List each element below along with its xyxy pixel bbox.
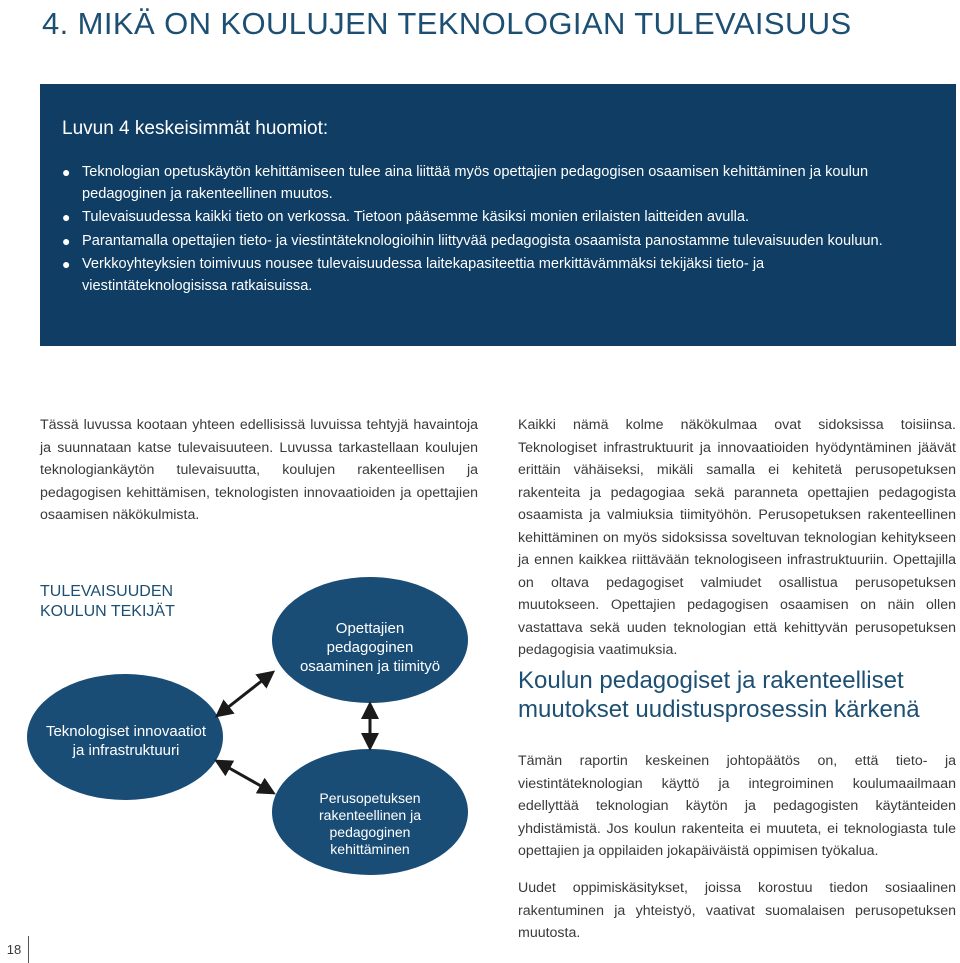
list-item [62, 254, 910, 297]
list-item-text: Parantamalla opettajien tieto- ja viestintäteknologioihin liittyvää pedagogista osaamista panostamme tulevaisuuden kouluun. [82, 232, 883, 249]
key-findings-list [62, 162, 910, 299]
node-technology-label: Teknologiset innovaatiot ja infrastruktuuri [45, 723, 207, 759]
key-findings-box [40, 84, 956, 346]
list-item [62, 207, 910, 229]
intro-paragraph: Tässä luvussa kootaan yhteen edellisissä luvuissa tehtyjä havaintoja ja suunnataan katse tulevaisuuteen. Luvussa tarkastellaan koulujen teknologiankäytön tulevaisuutta, koulujen rakenteellisen ja pedagogisen kehittämisen, teknologisten innovaatioiden ja opettajien osaamisen näkökulmista. [40, 417, 478, 523]
key-findings-title: Luvun 4 keskeisimmät huomiot: [62, 118, 329, 139]
bullet-icon: ● [62, 164, 71, 180]
arrow-tech-teachers [222, 676, 268, 712]
chapter-title: 4. MIKÄ ON KOULUJEN TEKNOLOGIAN TULEVAISUUS [42, 6, 852, 41]
perspectives-paragraph: Kaikki nämä kolme näkökulmaa ovat sidoksissa toisiinsa. Teknologiset infrastruktuurit ja innovaatioiden hyödyntäminen jäävät erittäin vähäiseksi, mikäli samalla ei kehitetä perusopetuksen rakenteita ja pedagogiaa sekä paranneta opettajien pedagogista osaamista ja valmiuksia tiimityöhön. Perusopetuksen rakenteellinen kehittäminen on myös sidoksissa soveltuvan teknologian kehitykseen ja ennen kaikkea riittävään teknologiseen infrastruktuuriin. Opettajilla on oltava pedagogiset valmiudet osallistua perusopetuksen muutokseen. Opettajien pedagogisen osaamisen on näin ollen vastattava sekä uuden teknologian että kehittyvän perusopetuksen pedagogisia vaatimuksia. [518, 417, 956, 658]
bullet-icon: ● [62, 209, 71, 225]
node-teachers-label: Opettajien pedagoginen osaaminen ja tiimityö [299, 620, 441, 675]
page-number: 18 [6, 942, 22, 957]
conclusion-paragraph: Tämän raportin keskeinen johtopäätös on, että tieto- ja viestintäteknologian käyttö ja integroiminen koulumaailmaan edellyttää teknologian käytön ja pedagogisten käytänteiden yhdistämistä. Jos koulun rakenteita ei muuteta, ei teknologiasta tule opettajien ja oppilaiden jokapäiväistä oppimisen työkalua. [518, 753, 956, 859]
arrow-tech-structure [222, 764, 268, 790]
node-structure-label: Perusopetuksen rakenteellinen ja pedagoginen kehittäminen [319, 790, 421, 857]
diagram-label-line: TULEVAISUUDEN [40, 583, 174, 600]
section-heading: Koulun pedagogiset ja rakenteelliset muutokset uudistusprosessin kärkenä [518, 667, 920, 723]
bullet-icon: ● [62, 256, 71, 272]
page-number-divider [28, 936, 29, 963]
list-item-text: Tulevaisuudessa kaikki tieto on verkossa. Tietoon pääsemme käsiksi monien erilaisten laitteiden avulla. [82, 209, 750, 225]
diagram-label-line: KOULUN TEKIJÄT [40, 603, 175, 620]
list-item [62, 231, 910, 253]
list-item [62, 162, 910, 205]
list-item-text: Verkkoyhteyksien toimivuus nousee tulevaisuudessa laitekapasiteettia merkittävämmäksi tekijäksi tieto- ja viestintäteknologisissa ratkaisuissa. [82, 256, 765, 294]
list-item-text: Teknologian opetuskäytön kehittämiseen tulee aina liittää myös opettajien pedagogisen osaamisen kehittäminen ja koulun pedagoginen ja rakenteellinen muutos. [82, 164, 869, 202]
bullet-icon: ● [62, 232, 71, 249]
final-paragraph: Uudet oppimiskäsitykset, joissa korostuu tiedon sosiaalinen rakentuminen ja yhteistyö, vaativat suomalaisen perusopetuksen muutosta. [518, 880, 956, 941]
